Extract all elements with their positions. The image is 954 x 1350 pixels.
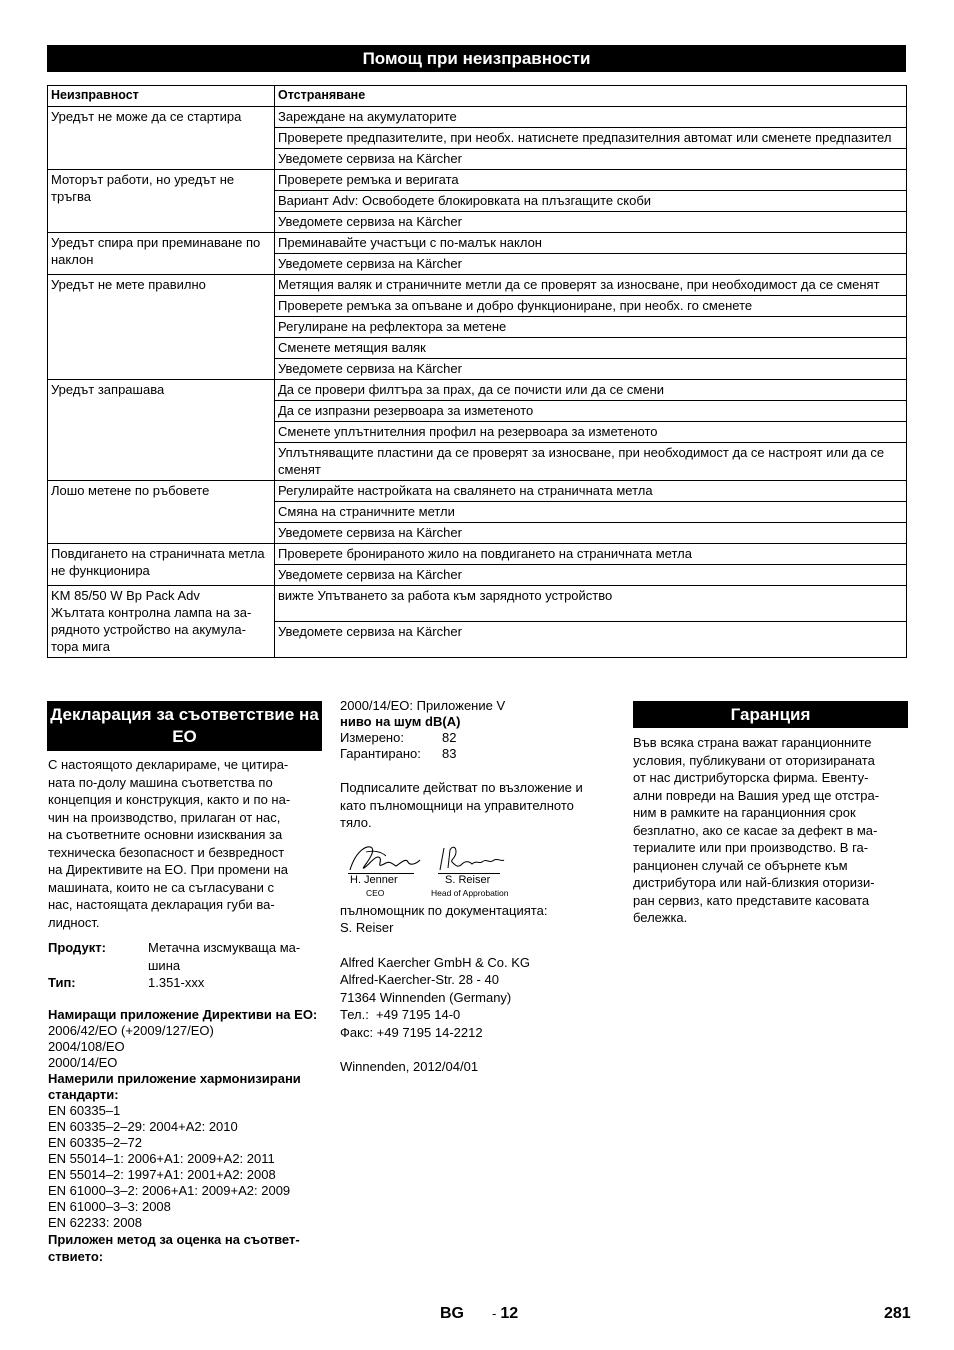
signatories-text: Подписалите действат по възложение и като пълномощници на управителното тяло. xyxy=(340,780,583,830)
directives-label: Намиращи приложение Директиви на ЕО: xyxy=(48,1006,318,1022)
declaration-title: Декларация за съответствие на ЕО xyxy=(47,701,322,751)
standard-item: EN 61000–3–3: 2008 xyxy=(48,1198,171,1214)
product-label: Продукт: xyxy=(48,940,106,955)
company-street: Alfred-Kaercher-Str. 28 - 40 xyxy=(340,972,499,987)
directives-list xyxy=(48,1023,320,1071)
type-label: Тип: xyxy=(48,975,76,990)
local-page-value: 12 xyxy=(500,1305,519,1322)
fault-cell: Уредът запрашава xyxy=(48,380,275,481)
standard-item: EN 55014–2: 1997+A1: 2001+A2: 2008 xyxy=(48,1166,276,1182)
remedy-cell: Уведомете сервиза на Kärcher xyxy=(275,254,907,275)
remedy-cell: Уведомете сервиза на Kärcher xyxy=(275,622,907,658)
directive-item: 2004/108/ЕО xyxy=(48,1038,125,1054)
page-footer xyxy=(0,1306,954,1330)
product-value: Метачна изсмукваща ма- шина xyxy=(148,940,301,973)
signature-reiser-icon xyxy=(436,842,508,876)
fault-cell: KM 85/50 W Bp Pack Adv Жълтата контролна лампа на за- рядното устройство на акумула- тора мига xyxy=(48,586,275,658)
remedy-cell: Зареждане на акумулаторите xyxy=(275,107,907,128)
standards-list xyxy=(48,1103,320,1231)
table-row xyxy=(48,481,907,502)
standard-item: EN 55014–1: 2006+A1: 2009+A2: 2011 xyxy=(48,1150,275,1166)
declaration-intro: С настоящото декларираме, че цитира- ната по-долу машина съответства по концепция и конструкция, както и по на- чин на производство, прилаган от нас, на съответните основни изисквания за техническа безопасност и безвредност на Директивите на ЕО. При промени на машината, които не са съгласувани с нас, настоящата декларация губи ва- лидност. xyxy=(48,757,291,930)
remedy-cell: Сменете метящия валяк xyxy=(275,338,907,359)
troubleshooting-title: Помощ при неизправности xyxy=(47,45,906,72)
company-phone: Тел.: +49 7195 14-0 xyxy=(340,1007,461,1022)
remedy-cell: Проверете ремъка и веригата xyxy=(275,170,907,191)
warranty-text: Във всяка страна важат гаранционните условия, публикувани от оторизираната от нас дистрибуторска фирма. Евенту- ални повреди на Вашия уред ще отстра- ним в рамките на гаранционния срок безплатно, ако се касае за дефект в ма- териалите или при производство. В га- ранционен случай се обърнете към дистрибутора или най-близкия оторизи- ран сервиз, като представите касовата бележка. xyxy=(633,735,880,925)
signer1-role: CEO xyxy=(366,887,385,898)
remedy-cell: Уплътняващите пластини да се проверят за износване, при необходимост да се настроят или да се сменят xyxy=(275,443,907,481)
fault-cell: Повдигането на страничната метла не функционира xyxy=(48,544,275,586)
fault-cell: Уредът спира при преминаване по наклон xyxy=(48,233,275,275)
standard-item: EN 60335–2–29: 2004+A2: 2010 xyxy=(48,1118,238,1134)
troubleshooting-table xyxy=(47,85,907,658)
remedy-cell: Уведомете сервиза на Kärcher xyxy=(275,359,907,380)
fault-column-header: Неизправност xyxy=(48,86,275,107)
table-row xyxy=(48,380,907,401)
troubleshooting-rows xyxy=(48,107,907,658)
company-city: 71364 Winnenden (Germany) xyxy=(340,989,512,1005)
table-row xyxy=(48,170,907,191)
remedy-cell: Регулиране на рефлектора за метене xyxy=(275,317,907,338)
remedy-cell: Проверете предпазителите, при необх. натиснете предпазителния автомат или сменете предпазител xyxy=(275,128,907,149)
remedy-cell: Уведомете сервиза на Kärcher xyxy=(275,212,907,233)
type-value: 1.351-xxx xyxy=(148,975,205,990)
remedy-cell: Смяна на страничните метли xyxy=(275,502,907,523)
signature-block xyxy=(340,840,615,902)
declaration-column-2 xyxy=(340,698,615,1076)
standards-label: Намерили приложение хармонизирани стандарти: xyxy=(48,1070,301,1102)
remedy-cell: Да се провери филтъра за прах, да се почисти или да се смени xyxy=(275,380,907,401)
remedy-cell: Регулирайте настройката на свалянето на страничната метла xyxy=(275,481,907,502)
remedy-cell: Проверете бронираното жило на повдигането на страничната метла xyxy=(275,544,907,565)
fault-cell: Уредът не мете правилно xyxy=(48,275,275,380)
company-name: Alfred Kaercher GmbH & Co. KG xyxy=(340,954,531,970)
directive-item: 2006/42/ЕО (+2009/127/ЕО) xyxy=(48,1022,214,1038)
place-date: Winnenden, 2012/04/01 xyxy=(340,1059,479,1074)
standard-item: EN 60335–2–72 xyxy=(48,1134,142,1150)
fault-cell: Уредът не може да се стартира xyxy=(48,107,275,170)
table-header-row xyxy=(48,86,907,107)
language-code: BG xyxy=(440,1305,464,1322)
doc-rep-name: S. Reiser xyxy=(340,920,394,935)
remedy-cell: вижте Упътването за работа към зарядното устройство xyxy=(275,586,907,622)
remedy-cell: Уведомете сервиза на Kärcher xyxy=(275,565,907,586)
standard-item: EN 62233: 2008 xyxy=(48,1214,142,1230)
table-row xyxy=(48,586,907,622)
product-row xyxy=(48,939,320,974)
type-row xyxy=(48,974,320,992)
noise-level-label: ниво на шум dB(A) xyxy=(340,714,461,729)
measured-row xyxy=(340,730,615,746)
remedy-cell: Проверете ремъка за опъване и добро функциониране, при необх. го сменете xyxy=(275,296,907,317)
assessment-method-value: 2000/14/ЕО: Приложение V xyxy=(340,698,506,713)
company-fax: Факс: +49 7195 14-2212 xyxy=(340,1024,483,1040)
local-page-number: - 12 xyxy=(492,1305,519,1322)
table-row xyxy=(48,107,907,128)
signer2-name: S. Reiser xyxy=(445,873,491,886)
fault-cell: Моторът работи, но уредът не тръгва xyxy=(48,170,275,233)
remedy-cell: Преминавайте участъци с по-малък наклон xyxy=(275,233,907,254)
assessment-method-label: Приложен метод за оценка на съответ- ствието: xyxy=(48,1231,300,1264)
remedy-cell: Метящия валяк и страничните метли да се проверят за износване, при необходимост да се сменят xyxy=(275,275,907,296)
page-number: 281 xyxy=(884,1305,911,1322)
doc-rep-label: пълномощник по документацията: xyxy=(340,902,548,918)
remedy-cell: Уведомете сервиза на Kärcher xyxy=(275,523,907,544)
warranty-title: Гаранция xyxy=(633,701,908,728)
directive-item: 2000/14/ЕО xyxy=(48,1054,118,1070)
remedy-cell: Да се изпразни резервоара за изметеното xyxy=(275,401,907,422)
signature-jenner-icon xyxy=(346,840,424,876)
signer2-role: Head of Approbation xyxy=(431,887,509,898)
guaranteed-value: 83 xyxy=(442,746,457,761)
fault-cell: Лошо метене по ръбовете xyxy=(48,481,275,544)
remedy-cell: Сменете уплътнителния профил на резервоара за изметеното xyxy=(275,422,907,443)
declaration-column-1 xyxy=(48,756,320,1265)
remedy-cell: Вариант Adv: Освободете блокировката на плъзгащите скоби xyxy=(275,191,907,212)
standard-item: EN 60335–1 xyxy=(48,1102,121,1118)
guaranteed-label: Гарантирано: xyxy=(340,746,421,761)
remedy-cell: Уведомете сервиза на Kärcher xyxy=(275,149,907,170)
standard-item: EN 61000–3–2: 2006+A1: 2009+A2: 2009 xyxy=(48,1182,291,1198)
table-row xyxy=(48,233,907,254)
table-row xyxy=(48,544,907,565)
remedy-column-header: Отстраняване xyxy=(275,86,907,107)
table-row xyxy=(48,275,907,296)
guaranteed-row xyxy=(340,746,615,762)
signer1-name: H. Jenner xyxy=(350,873,398,886)
measured-value: 82 xyxy=(442,730,457,745)
measured-label: Измерено: xyxy=(340,730,404,745)
